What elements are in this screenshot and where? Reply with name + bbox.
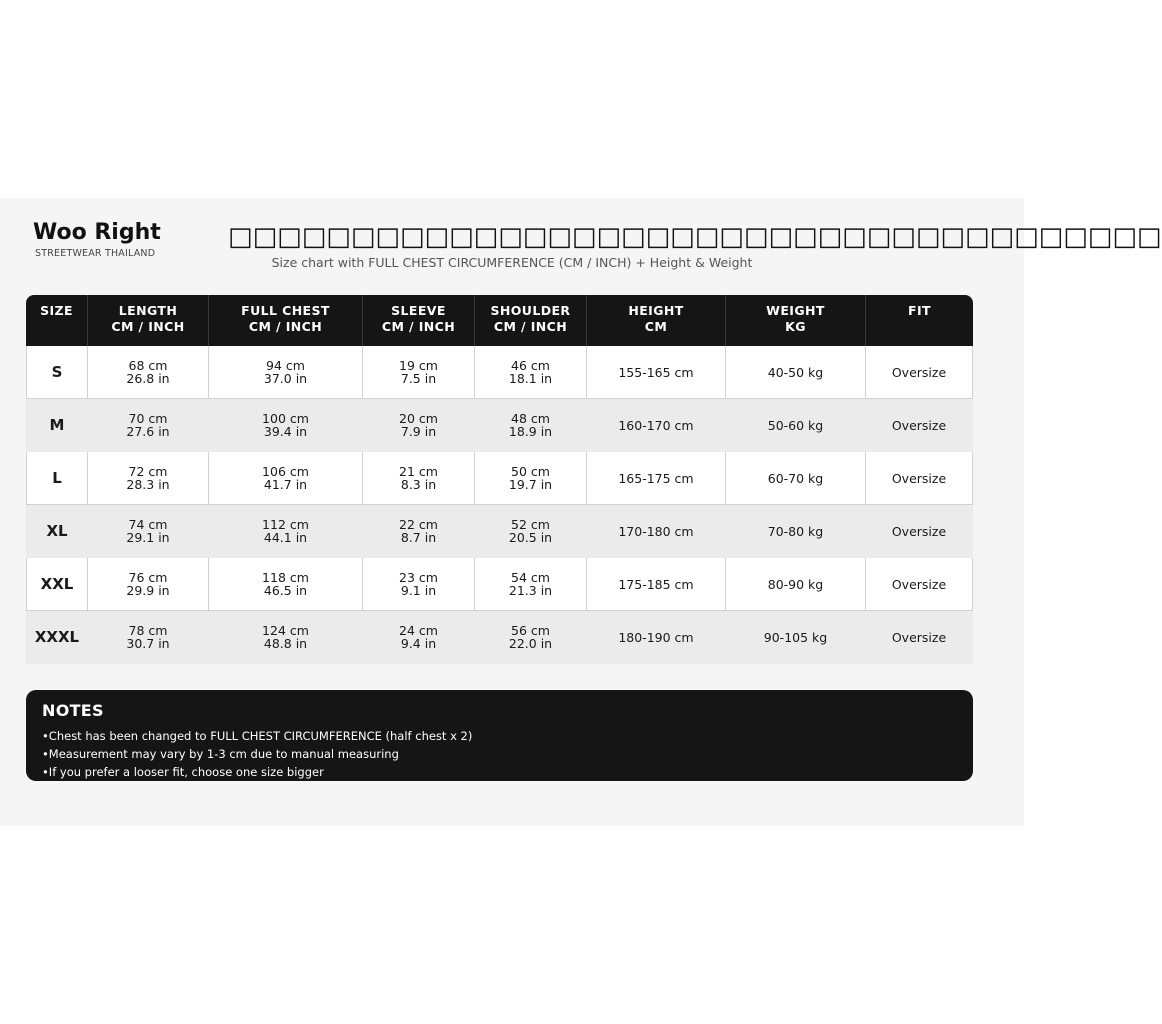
fit-cell: Oversize bbox=[865, 611, 973, 664]
weight-cell: 80-90 kg bbox=[725, 558, 865, 611]
note-item: • If you prefer a looser fit, choose one size bigger bbox=[42, 763, 957, 781]
note-item: • Measurement may vary by 1-3 cm due to manual measuring bbox=[42, 745, 957, 763]
sleeve-cell: 21 cm 8.3 in bbox=[362, 452, 474, 505]
shoulder-cell: 54 cm 21.3 in bbox=[474, 558, 586, 611]
weight-cell: 60-70 kg bbox=[725, 452, 865, 505]
fit-cell: Oversize bbox=[865, 558, 973, 611]
size-chart-panel bbox=[0, 198, 1162, 826]
shoulder-cell: 46 cm 18.1 in bbox=[474, 346, 586, 399]
chest-cell: 118 cm 46.5 in bbox=[208, 558, 362, 611]
column-header-sleeve: SLEEVE CM / INCH bbox=[362, 295, 474, 346]
size-table bbox=[26, 295, 973, 664]
fit-cell: Oversize bbox=[865, 346, 973, 399]
weight-cell: 90-105 kg bbox=[725, 611, 865, 664]
fit-cell: Oversize bbox=[865, 505, 973, 558]
size-cell: XXL bbox=[26, 558, 87, 611]
size-cell: S bbox=[26, 346, 87, 399]
fit-cell: Oversize bbox=[865, 399, 973, 452]
weight-cell: 40-50 kg bbox=[725, 346, 865, 399]
table-row bbox=[26, 611, 973, 664]
height-cell: 155-165 cm bbox=[586, 346, 725, 399]
length-cell: 74 cm 29.1 in bbox=[87, 505, 208, 558]
table-header-row bbox=[26, 295, 973, 346]
table-row bbox=[26, 452, 973, 505]
sleeve-cell: 23 cm 9.1 in bbox=[362, 558, 474, 611]
brand-block bbox=[33, 220, 161, 259]
sleeve-cell: 19 cm 7.5 in bbox=[362, 346, 474, 399]
height-cell: 175-185 cm bbox=[586, 558, 725, 611]
column-header-length: LENGTH CM / INCH bbox=[87, 295, 208, 346]
brand-name: Woo Right bbox=[33, 220, 161, 245]
table-row bbox=[26, 505, 973, 558]
size-cell: L bbox=[26, 452, 87, 505]
brand-tagline: STREETWEAR THAILAND bbox=[35, 248, 156, 259]
height-cell: 160-170 cm bbox=[586, 399, 725, 452]
table-row bbox=[26, 399, 973, 452]
chest-cell: 124 cm 48.8 in bbox=[208, 611, 362, 664]
size-cell: XXXL bbox=[26, 611, 87, 664]
chest-cell: 100 cm 39.4 in bbox=[208, 399, 362, 452]
note-item: • Chest has been changed to FULL CHEST CIRCUMFERENCE (half chest x 2) bbox=[42, 727, 957, 745]
length-cell: 76 cm 29.9 in bbox=[87, 558, 208, 611]
sleeve-cell: 22 cm 8.7 in bbox=[362, 505, 474, 558]
sleeve-cell: 24 cm 9.4 in bbox=[362, 611, 474, 664]
length-cell: 68 cm 26.8 in bbox=[87, 346, 208, 399]
height-cell: 170-180 cm bbox=[586, 505, 725, 558]
page-subtitle: Size chart with FULL CHEST CIRCUMFERENCE (CM / INCH) + Height & Weight bbox=[271, 255, 753, 270]
fit-cell: Oversize bbox=[865, 452, 973, 505]
weight-cell: 70-80 kg bbox=[725, 505, 865, 558]
chest-cell: 112 cm 44.1 in bbox=[208, 505, 362, 558]
height-cell: 180-190 cm bbox=[586, 611, 725, 664]
length-cell: 72 cm 28.3 in bbox=[87, 452, 208, 505]
shoulder-cell: 52 cm 20.5 in bbox=[474, 505, 586, 558]
table-row bbox=[26, 558, 973, 611]
column-header-weight: WEIGHT KG bbox=[725, 295, 865, 346]
notes-list bbox=[42, 727, 957, 781]
chest-cell: 106 cm 41.7 in bbox=[208, 452, 362, 505]
chest-cell: 94 cm 37.0 in bbox=[208, 346, 362, 399]
column-header-fit: FIT bbox=[865, 295, 973, 346]
notes-title: NOTES bbox=[42, 701, 104, 720]
shoulder-cell: 56 cm 22.0 in bbox=[474, 611, 586, 664]
sleeve-cell: 20 cm 7.9 in bbox=[362, 399, 474, 452]
weight-cell: 50-60 kg bbox=[725, 399, 865, 452]
notes-box bbox=[26, 690, 973, 781]
length-cell: 78 cm 30.7 in bbox=[87, 611, 208, 664]
shoulder-cell: 50 cm 19.7 in bbox=[474, 452, 586, 505]
header-block bbox=[228, 222, 1162, 270]
page-title: □□□□□□□□□□□□□□□□□□□□□□□□□□□□□□□□□□□□□□ bbox=[228, 222, 1162, 252]
height-cell: 165-175 cm bbox=[586, 452, 725, 505]
column-header-full-chest: FULL CHEST CM / INCH bbox=[208, 295, 362, 346]
table-row bbox=[26, 346, 973, 399]
length-cell: 70 cm 27.6 in bbox=[87, 399, 208, 452]
size-cell: XL bbox=[26, 505, 87, 558]
column-header-shoulder: SHOULDER CM / INCH bbox=[474, 295, 586, 346]
size-cell: M bbox=[26, 399, 87, 452]
shoulder-cell: 48 cm 18.9 in bbox=[474, 399, 586, 452]
column-header-size: SIZE bbox=[26, 295, 87, 346]
column-header-height: HEIGHT CM bbox=[586, 295, 725, 346]
